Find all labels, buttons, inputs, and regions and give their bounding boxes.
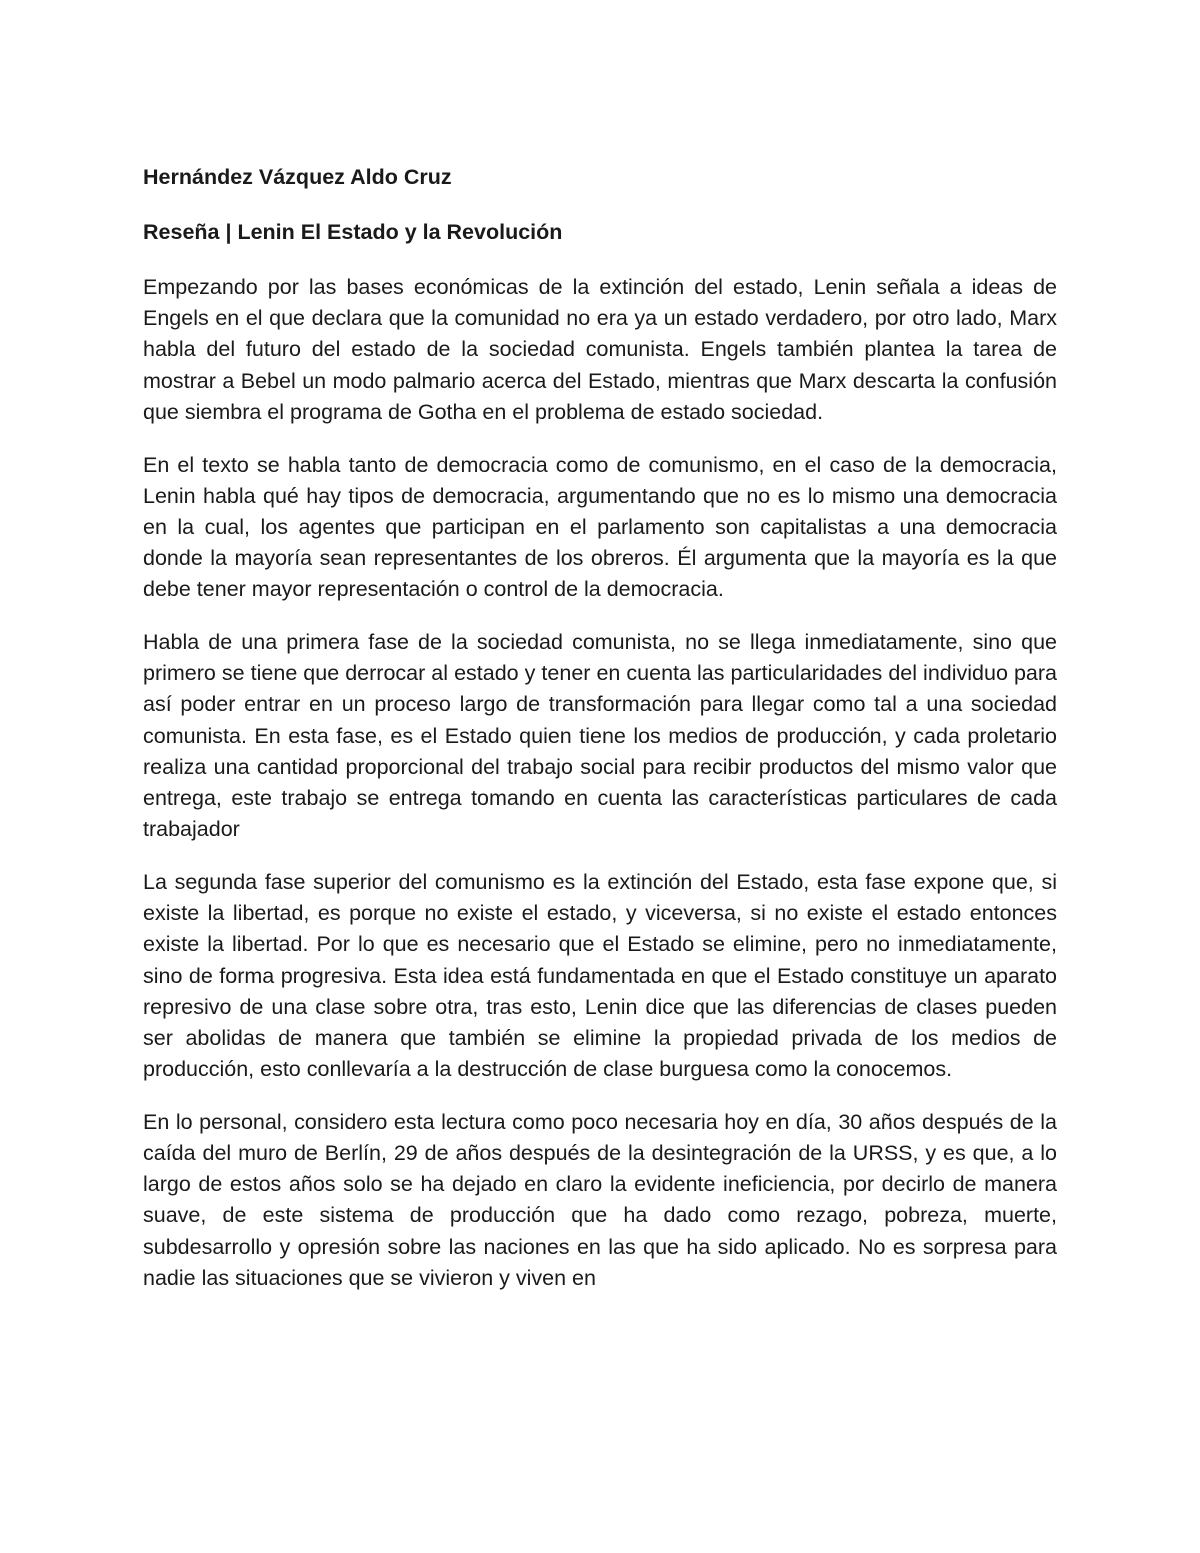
paragraph-5: En lo personal, considero esta lectura como poco necesaria hoy en día, 30 años después de la caída del muro de Berlín, 29 de años después de la desintegración de la URSS, y es que, a lo largo de estos años solo se ha dejado en claro la evidente ineficiencia, por decirlo de manera suave, de este sistema de producción que ha dado como rezago, pobreza, muerte, subdesarrollo y opresión sobre las naciones en las que ha sido aplicado. No es sorpresa para nadie las situaciones que se vivieron y viven en — [143, 1109, 1057, 1290]
document-title: Reseña | Lenin El Estado y la Revolución — [143, 220, 563, 244]
paragraph-3: Habla de una primera fase de la sociedad comunista, no se llega inmediatamente, sino que primero se tiene que derrocar al estado y tener en cuenta las particularidades del individuo para así poder entrar en un proceso largo de transformación para llegar como tal a una sociedad comunista. En esta fase, es el Estado quien tiene los medios de producción, y cada proletario realiza una cantidad proporcional del trabajo social para recibir productos del mismo valor que entrega, este trabajo se entrega tomando en cuenta las características particulares de cada trabajador — [143, 630, 1057, 842]
author-name: Hernández Vázquez Aldo Cruz — [143, 165, 452, 189]
paragraph-4: La segunda fase superior del comunismo es la extinción del Estado, esta fase expone que, si existe la libertad, es porque no existe el estado, y viceversa, si no existe el estado entonces existe la libertad. Por lo que es necesario que el Estado se elimine, pero no inmediatamente, sino de forma progresiva. Esta idea está fundamentada en que el Estado constituye un aparato represivo de una clase sobre otra, tras esto, Lenin dice que las diferencias de clases pueden ser abolidas de manera que también se elimine la propiedad privada de los medios de producción, esto conllevaría a la destrucción de clase burguesa como la conocemos. — [143, 869, 1057, 1082]
paragraph-1: Empezando por las bases económicas de la extinción del estado, Lenin señala a ideas de Engels en el que declara que la comunidad no era ya un estado verdadero, por otro lado, Marx habla del futuro del estado de la sociedad comunista. Engels también plantea la tarea de mostrar a Bebel un modo palmario acerca del Estado, mientras que Marx descarta la confusión que siembra el programa de Gotha en el problema de estado sociedad. — [143, 275, 1057, 424]
paragraph-2: En el texto se habla tanto de democracia como de comunismo, en el caso de la democracia, Lenin habla qué hay tipos de democracia, argumentando que no es lo mismo una democracia en la cual, los agentes que participan en el parlamento son capitalistas a una democracia donde la mayoría sean representantes de los obreros. Él argumenta que la mayoría es la que debe tener mayor representación o control de la democracia. — [143, 452, 1057, 602]
